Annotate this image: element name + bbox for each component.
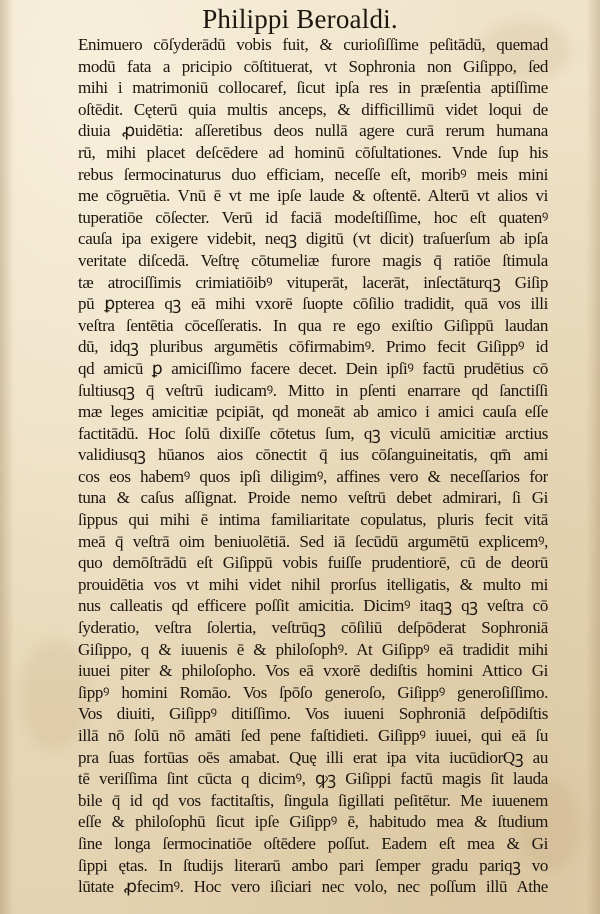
text-line: Giſippo, q & iuuenis ē & philoſophꝰ. At Giſippꝰ eā tradidit mihi	[78, 639, 548, 659]
text-line: meā q̄ veſtrā oim beniuolētiā. Sed iā ſecūdū argumētū explicemꝰ,	[78, 531, 548, 551]
text-line: nus calleatis qd efficere poſſit amicitia. Dicimꝰ itaqꝫ qꝫ veſtra cō	[78, 596, 548, 616]
text-line: cauſa ipa exigere videbit, neqꝫ digitū (vt dicit) traſuerſum ab ipſa	[78, 229, 548, 249]
page-edge-shadow	[0, 0, 14, 914]
text-line: rū, mihi placet deſcēdere ad hominū cōſultationes. Vnde ſup his	[78, 142, 548, 162]
text-line: factitādū. Hoc ſolū dixiſſe cōtetus ſum, qꝫ viculū amicitiæ arctius	[78, 423, 548, 443]
text-line: ſippi ętas. In ſtudijs literarū ambo pari ſemper gradu pariqꝫ vo	[78, 855, 548, 875]
text-line: ſultiusqꝫ q̄ veſtrū iudicamꝰ. Mitto in pſenti enarrare qd ſanctiſſi	[78, 380, 548, 400]
text-line: pra ſuas fortūas oēs amabat. Quę illi erat ipa vita iucūdiorQꝫ au	[78, 747, 548, 767]
text-line: veſtra ſentētia cōceſſeratis. In qua re ego exiſtio Giſippū laudan	[78, 315, 548, 335]
text-line: ſyderatio, veſtra ſolertia, veſtrūqꝫ cōſiliū deſpōderat Sophroniā	[78, 618, 548, 638]
text-line: tē veriſſima ſint cūcta q dicimꝰ, ꝙꝫ Giſippi factū magis ſit lauda	[78, 769, 548, 789]
text-line: validiusqꝫ hūanos aios cōnectit q̄ ius cōſanguineitatis, qm̄ ami	[78, 445, 548, 465]
text-line: quo demōſtrādū eſt Giſippū vobis fuiſſe prudentiorē, cū de deorū	[78, 553, 548, 573]
text-line: tuna & caſus aſſignat. Proide nemo veſtrū debet admirari, ſi Gi	[78, 488, 548, 508]
text-line: veritate diſcedā. Veſtrę cōtumeliæ furore magis q̄ ratiōe ſtimula	[78, 250, 548, 270]
text-line: tuperatiōe cōſecter. Verū id faciā modeſtiſſime, hoc eſt quatenꝰ	[78, 207, 548, 227]
text-line: Enimuero cōſyderādū vobis fuit, & curioſiſſime peſitādū, quemad	[78, 35, 548, 54]
text-line: cos eos habemꝰ quos ipſi diligimꝰ, affines vero & neceſſarios for	[78, 466, 548, 486]
text-line: pū ꝑpterea qꝫ eā mihi vxorē ſuopte cōſilio tradidit, quā vos illi	[78, 294, 548, 314]
text-line: ſippus qui mihi ē intima familiaritate copulatus, pluris fecit vitā	[78, 510, 548, 530]
text-line: prouidētia vos vt mihi videt nihil prorſus itelligatis, & multo mi	[78, 574, 548, 594]
text-line: qd amicū ꝑ amiciſſimo facere decet. Dein ipſiꝰ factū prudētius cō	[78, 358, 548, 378]
text-line: illā nō ſolū nō amāti ſed pene faſtidieti. Giſippꝰ iuuei, qui eā ſu	[78, 726, 548, 745]
text-line: modū fata a pricipio cōſtituerat, vt Sophronia non Giſippo, ſed	[78, 56, 548, 76]
page-edge-shadow	[586, 0, 600, 914]
text-line: dū, idqꝫ pluribus argumētis cōfirmabimꝰ. Primo fecit Giſippꝰ id	[78, 337, 548, 357]
text-line: rebus ſermocinaturus duo efficiam, neceſſe eſt, moribꝰ meis mini	[78, 164, 548, 184]
text-line: diuia ꝓuidētia: aſſeretibus deos nullā agere curā rerum humana	[78, 121, 548, 141]
text-line: lūtate ꝓfecimꝰ. Hoc vero iſiciari nec volo, nec poſſum illū Athe	[78, 877, 548, 897]
text-line: mæ leges amicitiæ pcipiāt, qd moneāt ab amico i amici cauſa eſſe	[78, 402, 548, 422]
text-line: Vos diuiti, Giſippꝰ ditiſſimo. Vos iuueni Sophroniā deſpōdiſtis	[78, 704, 548, 724]
text-line: oſtēdit. Cęterū quia multis anceps, & difficillimū videt loqui de	[78, 99, 548, 119]
text-line: ſippꝰ homini Romāo. Vos ſpōſo generoſo, Giſippꝰ generoſiſſimo.	[78, 682, 548, 702]
text-line: ſine longa ſermocinatiōe oſtēdere poſſut. Eadem eſt mea & Gi	[78, 833, 548, 853]
text-line: eſſe & philoſophū ſicut ipſe Giſippꝰ ē, habitudo mea & ſtudium	[78, 812, 548, 832]
text-line: bile q̄ id qd vos factitaſtis, ſingula ſigillati peſitētur. Me iuuenem	[78, 790, 548, 810]
text-line: iuuei piter & philoſopho. Vos eā vxorē dediſtis homini Attico Gi	[78, 661, 548, 681]
running-head: Philippi Beroaldi.	[202, 4, 398, 34]
text-line: tæ atrociſſimis crimiatiōibꝰ vituperāt, lacerāt, inſectāturqꝫ Giſip	[78, 272, 548, 292]
text-line: mihi i matrimoniū collocaref, ſicut ipſa res in præſentia aptiſſime	[78, 78, 548, 98]
body-text	[78, 34, 548, 898]
text-line: me cōgruētia. Vnū ē vt me ipſe laude & oſtentē. Alterū vt alios vi	[78, 186, 548, 206]
